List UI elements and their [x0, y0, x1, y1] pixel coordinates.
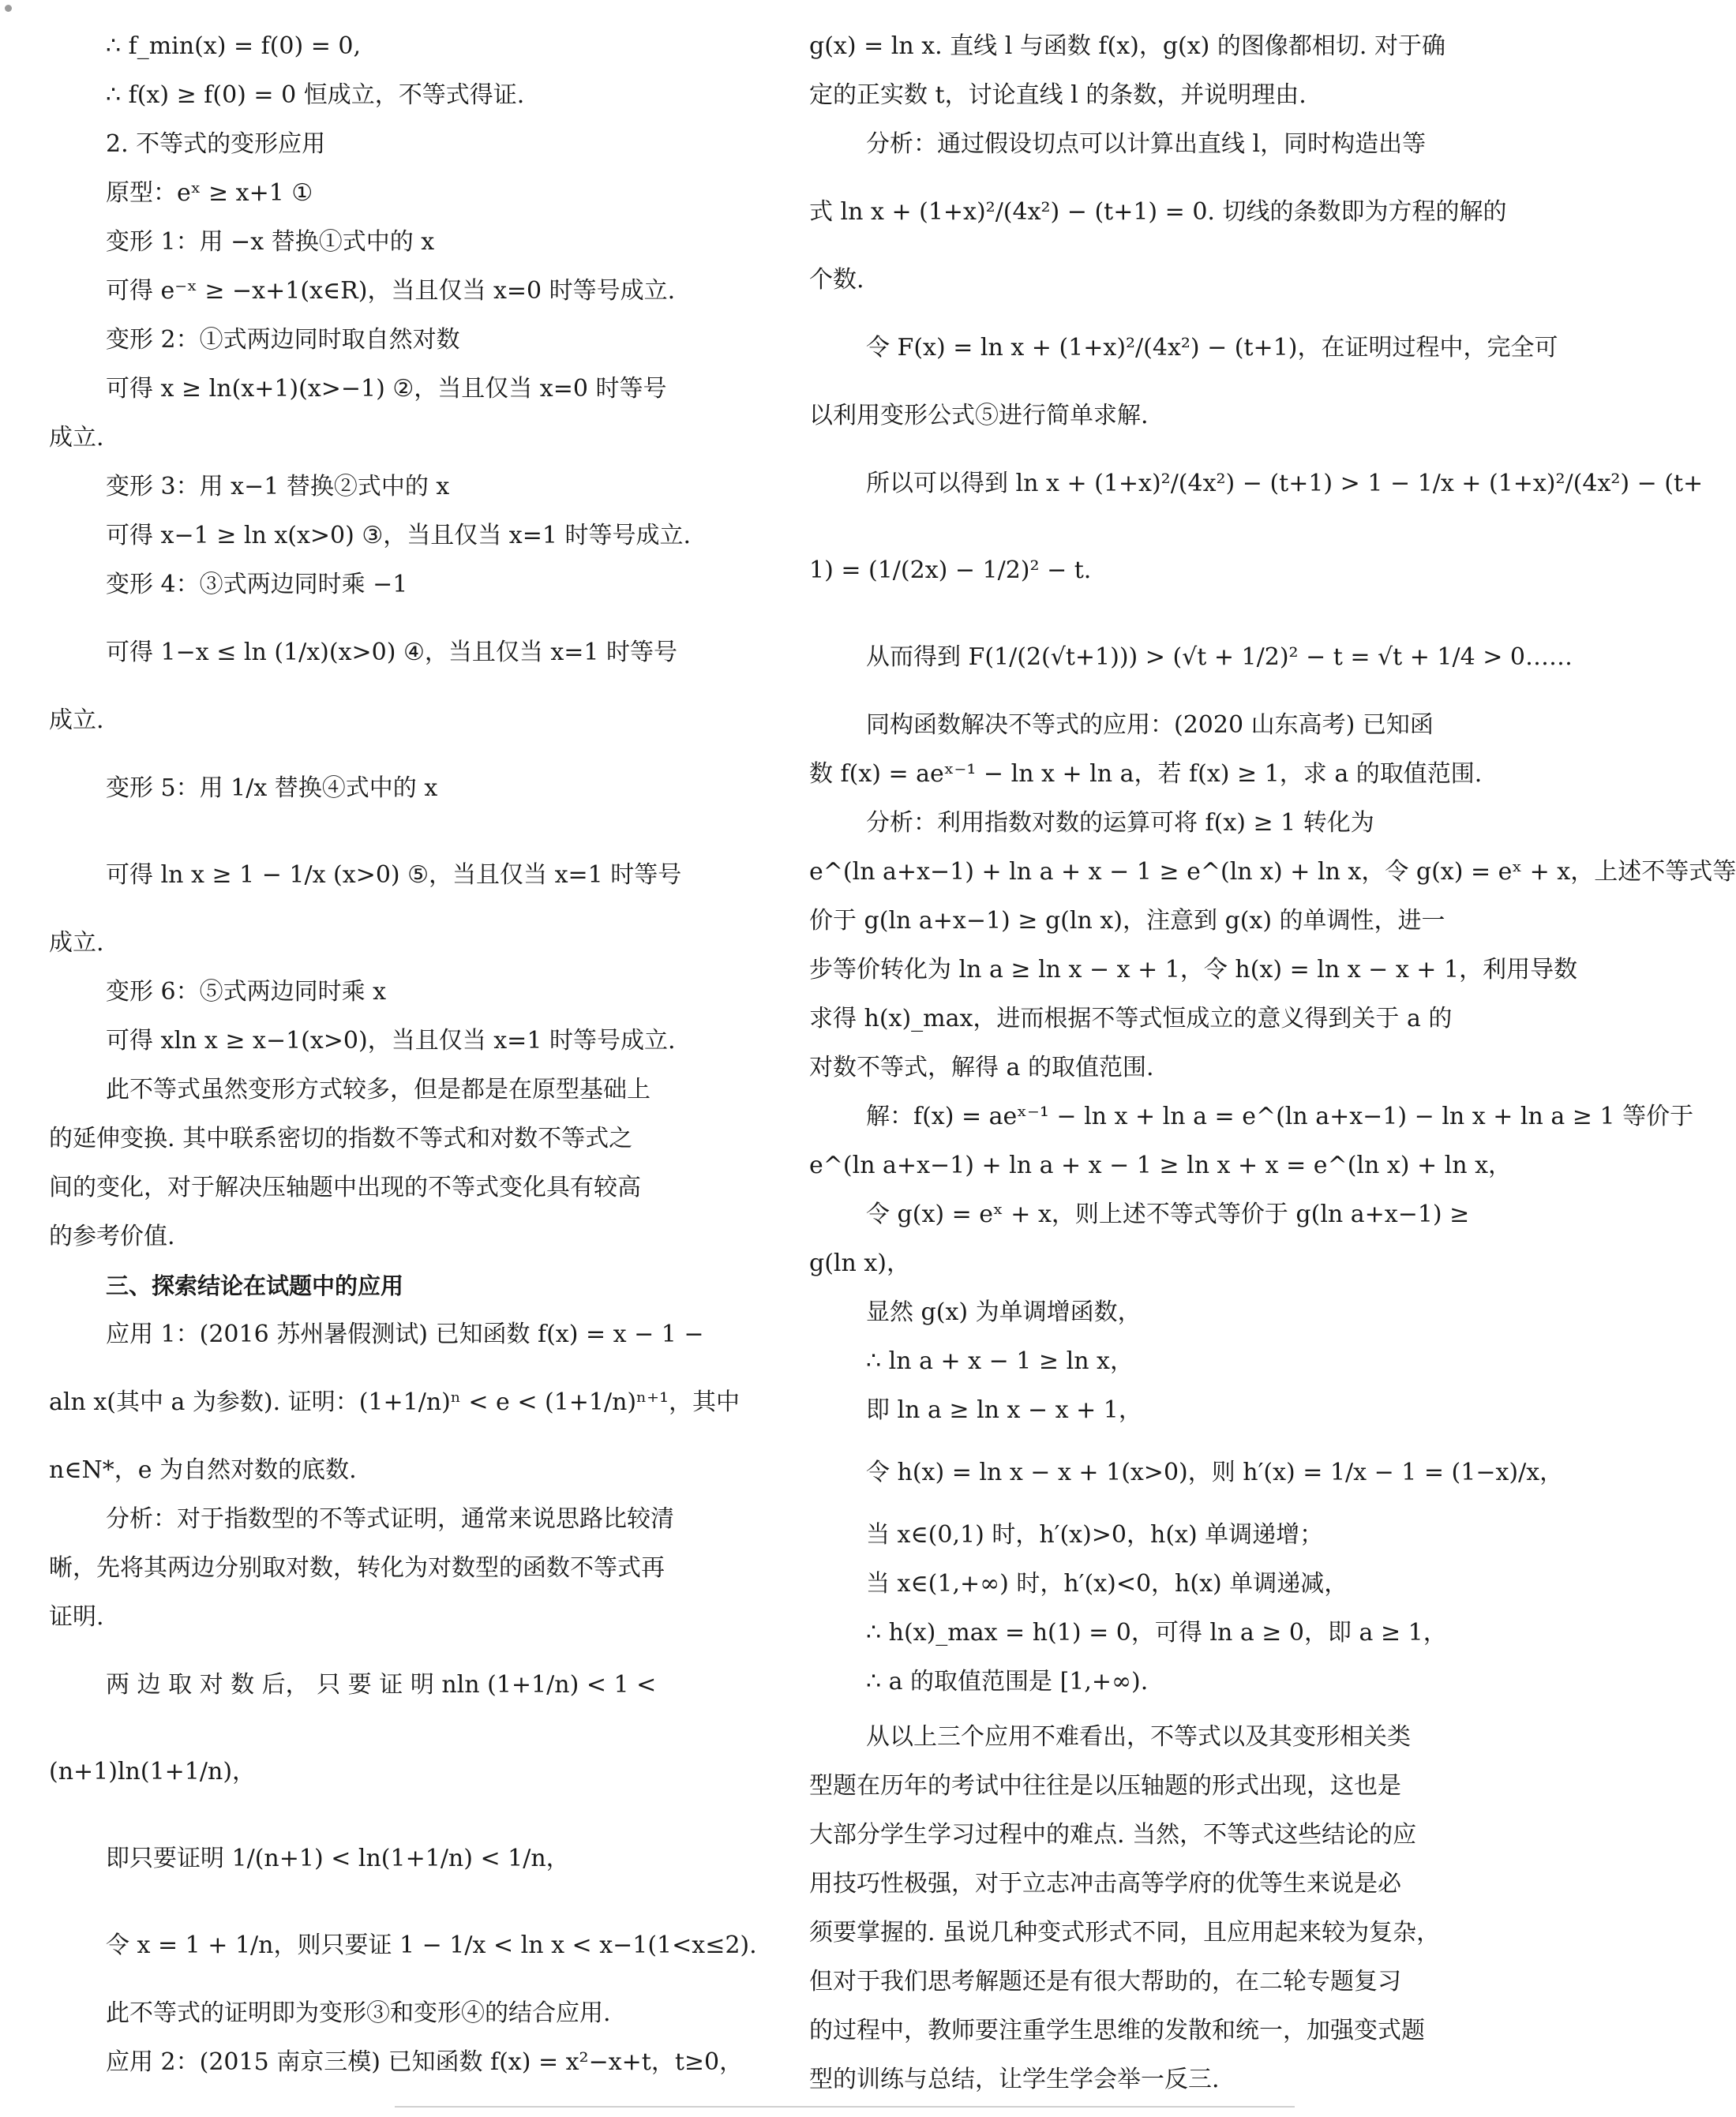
right-column-line: 解：f(x) = aeˣ⁻¹ − ln x + ln a = e^(ln a+x−1) − ln x + ln a ≥ 1 等价于 — [866, 1103, 1694, 1130]
left-column-line: ∴ f_min(x) = f(0) = 0, — [106, 32, 362, 60]
right-column-line: 型的训练与总结，让学生学会举一反三. — [809, 2066, 1220, 2093]
right-column-line: 即 ln a ≥ ln x − x + 1， — [866, 1396, 1142, 1424]
right-column-line: 当 x∈(0,1) 时，h′(x)>0，h(x) 单调递增； — [866, 1521, 1324, 1549]
right-column-line: ∴ ln a + x − 1 ≥ ln x， — [866, 1347, 1134, 1375]
right-column-line: 分析：利用指数对数的运算可将 f(x) ≥ 1 转化为 — [866, 809, 1374, 837]
left-column-line: 证明. — [49, 1603, 104, 1631]
right-column-line: 1) = (1/(2x) − 1/2)² − t. — [809, 556, 1092, 584]
left-column-line: 可得 xln x ≥ x−1(x>0)，当且仅当 x=1 时等号成立. — [106, 1027, 676, 1055]
left-column-line: 变形 2：①式两边同时取自然对数 — [106, 326, 460, 354]
left-column-line: 成立. — [49, 424, 104, 452]
left-column-line: n∈N*，e 为自然对数的底数. — [49, 1456, 357, 1484]
left-column-line: 变形 4：③式两边同时乘 −1 — [106, 571, 408, 598]
right-column-line: 显然 g(x) 为单调增函数， — [866, 1298, 1142, 1326]
left-column-line: 可得 ln x ≥ 1 − 1/x (x>0) ⑤，当且仅当 x=1 时等号 — [106, 861, 682, 889]
right-column-line: 分析：通过假设切点可以计算出直线 l，同时构造出等 — [866, 130, 1427, 158]
left-column-line: 可得 e⁻ˣ ≥ −x+1(x∈R)，当且仅当 x=0 时等号成立. — [106, 277, 676, 305]
right-column-line: 令 g(x) = eˣ + x，则上述不等式等价于 g(ln a+x−1) ≥ — [866, 1201, 1470, 1228]
left-column-line: 成立. — [49, 929, 104, 957]
left-column — [49, 22, 757, 2087]
right-column-line: 所以可以得到 ln x + (1+x)²/(4x²) − (t+1) > 1 − 1/x + (1+x)²/(4x²) − (t+ — [866, 470, 1704, 497]
left-column-line: 分析：对于指数型的不等式证明，通常来说思路比较清 — [106, 1505, 674, 1533]
right-column-line: 求得 h(x)_max，进而根据不等式恒成立的意义得到关于 a 的 — [809, 1005, 1453, 1032]
left-column-line: 原型：eˣ ≥ x+1 ① — [106, 179, 313, 207]
right-column-line: 须要掌握的. 虽说几种变式形式不同，且应用起来较为复杂， — [809, 1919, 1441, 1947]
right-column-line: 以利用变形公式⑤进行简单求解. — [809, 402, 1149, 429]
left-column-line: 变形 3：用 x−1 替换②式中的 x — [106, 473, 450, 500]
right-column-line: e^(ln a+x−1) + ln a + x − 1 ≥ ln x + x = e^(ln x) + ln x， — [809, 1152, 1513, 1179]
left-column-line: 可得 1−x ≤ ln (1/x)(x>0) ④，当且仅当 x=1 时等号 — [106, 639, 678, 666]
page-marker-dot — [5, 5, 12, 12]
section-heading: 三、探索结论在试题中的应用 — [106, 1272, 404, 1299]
right-column-line: 但对于我们思考解题还是有很大帮助的，在二轮专题复习 — [809, 1968, 1401, 1995]
left-column-line: 应用 2：(2015 南京三模) 已知函数 f(x) = x²−x+t，t≥0， — [106, 2048, 744, 2076]
left-column-line: 即只要证明 1/(n+1) < ln(1+1/n) < 1/n， — [106, 1845, 570, 1872]
left-column-line: 变形 6：⑤式两边同时乘 x — [106, 978, 387, 1006]
right-column-line: 个数. — [809, 266, 864, 294]
left-column-line: 的参考价值. — [49, 1223, 175, 1250]
left-column-line: 应用 1：(2016 苏州暑假测试) 已知函数 f(x) = x − 1 − — [106, 1321, 704, 1348]
right-column-line: 从以上三个应用不难看出，不等式以及其变形相关类 — [866, 1723, 1411, 1751]
left-column-line: 间的变化，对于解决压轴题中出现的不等式变化具有较高 — [49, 1174, 641, 1201]
right-column-line: 用技巧性极强，对于立志冲击高等学府的优等生来说是必 — [809, 1870, 1401, 1898]
right-column — [809, 22, 1736, 2104]
left-column-line: 成立. — [49, 706, 104, 734]
left-column-line: 此不等式的证明即为变形③和变形④的结合应用. — [106, 1999, 611, 2027]
right-column-line: g(x) = ln x. 直线 l 与函数 f(x)，g(x) 的图像都相切. 对于确 — [809, 32, 1445, 60]
right-column-line: g(ln x)， — [809, 1250, 910, 1277]
left-column-line: 可得 x−1 ≥ ln x(x>0) ③，当且仅当 x=1 时等号成立. — [106, 522, 691, 549]
left-column-line: (n+1)ln(1+1/n)， — [49, 1758, 257, 1785]
left-column-line: 令 x = 1 + 1/n，则只要证 1 − 1/x < ln x < x−1(1<x≤2). — [106, 1932, 757, 1959]
right-column-line: ∴ h(x)_max = h(1) = 0，可得 ln a ≥ 0，即 a ≥ 1， — [866, 1619, 1447, 1647]
left-column-line: 可得 x ≥ ln(x+1)(x>−1) ②，当且仅当 x=0 时等号 — [106, 375, 667, 403]
left-column-line: 此不等式虽然变形方式较多，但是都是在原型基础上 — [106, 1076, 651, 1103]
left-column-line: 变形 1：用 −x 替换①式中的 x — [106, 228, 435, 256]
left-column-line: aln x(其中 a 为参数). 证明：(1+1/n)ⁿ < e < (1+1/n)ⁿ⁺¹，其中 — [49, 1388, 740, 1416]
right-column-line: 令 h(x) = ln x − x + 1(x>0)，则 h′(x) = 1/x − 1 = (1−x)/x， — [866, 1459, 1564, 1486]
left-column-line: 变形 5：用 1/x 替换④式中的 x — [106, 774, 438, 802]
left-column-line: 晰，先将其两边分别取对数，转化为对数型的函数不等式再 — [49, 1554, 665, 1582]
right-column-line: 型题在历年的考试中往往是以压轴题的形式出现，这也是 — [809, 1772, 1401, 1800]
right-column-line: 大部分学生学习过程中的难点. 当然，不等式这些结论的应 — [809, 1821, 1417, 1849]
right-column-line: 定的正实数 t，讨论直线 l 的条数，并说明理由. — [809, 81, 1307, 109]
right-column-line: e^(ln a+x−1) + ln a + x − 1 ≥ e^(ln x) + ln x，令 g(x) = eˣ + x，上述不等式等 — [809, 858, 1736, 886]
right-column-line: 令 F(x) = ln x + (1+x)²/(4x²) − (t+1)，在证明过程中，完全可 — [866, 334, 1558, 362]
right-column-line: 当 x∈(1,+∞) 时，h′(x)<0，h(x) 单调递减， — [866, 1570, 1348, 1598]
right-column-line: 价于 g(ln a+x−1) ≥ g(ln x)，注意到 g(x) 的单调性，进一 — [809, 907, 1445, 935]
right-column-line: 的过程中，教师要注重学生思维的发散和统一，加强变式题 — [809, 2017, 1425, 2044]
right-column-line: 从而得到 F(1/(2(√t+1))) > (√t + 1/2)² − t = √t + 1/4 > 0…… — [866, 643, 1573, 671]
left-column-line: 2. 不等式的变形应用 — [106, 130, 326, 158]
right-column-line: 对数不等式，解得 a 的取值范围. — [809, 1054, 1154, 1081]
right-column-line: 式 ln x + (1+x)²/(4x²) − (t+1) = 0. 切线的条数即为方程的解的 — [809, 198, 1507, 226]
bottom-rule — [395, 2106, 1295, 2108]
right-column-line: 数 f(x) = aeˣ⁻¹ − ln x + ln a，若 f(x) ≥ 1，求 a 的取值范围. — [809, 760, 1483, 788]
left-column-line: 两 边 取 对 数 后， 只 要 证 明 nln (1+1/n) < 1 < — [106, 1671, 657, 1699]
right-column-line: 步等价转化为 ln a ≥ ln x − x + 1，令 h(x) = ln x − x + 1，利用导数 — [809, 956, 1578, 984]
right-column-line: 同构函数解决不等式的应用：(2020 山东高考) 已知函 — [866, 711, 1434, 739]
right-column-line: ∴ a 的取值范围是 [1,+∞). — [866, 1668, 1149, 1695]
left-column-line: ∴ f(x) ≥ f(0) = 0 恒成立，不等式得证. — [106, 81, 525, 109]
left-column-line: 的延伸变换. 其中联系密切的指数不等式和对数不等式之 — [49, 1125, 633, 1152]
